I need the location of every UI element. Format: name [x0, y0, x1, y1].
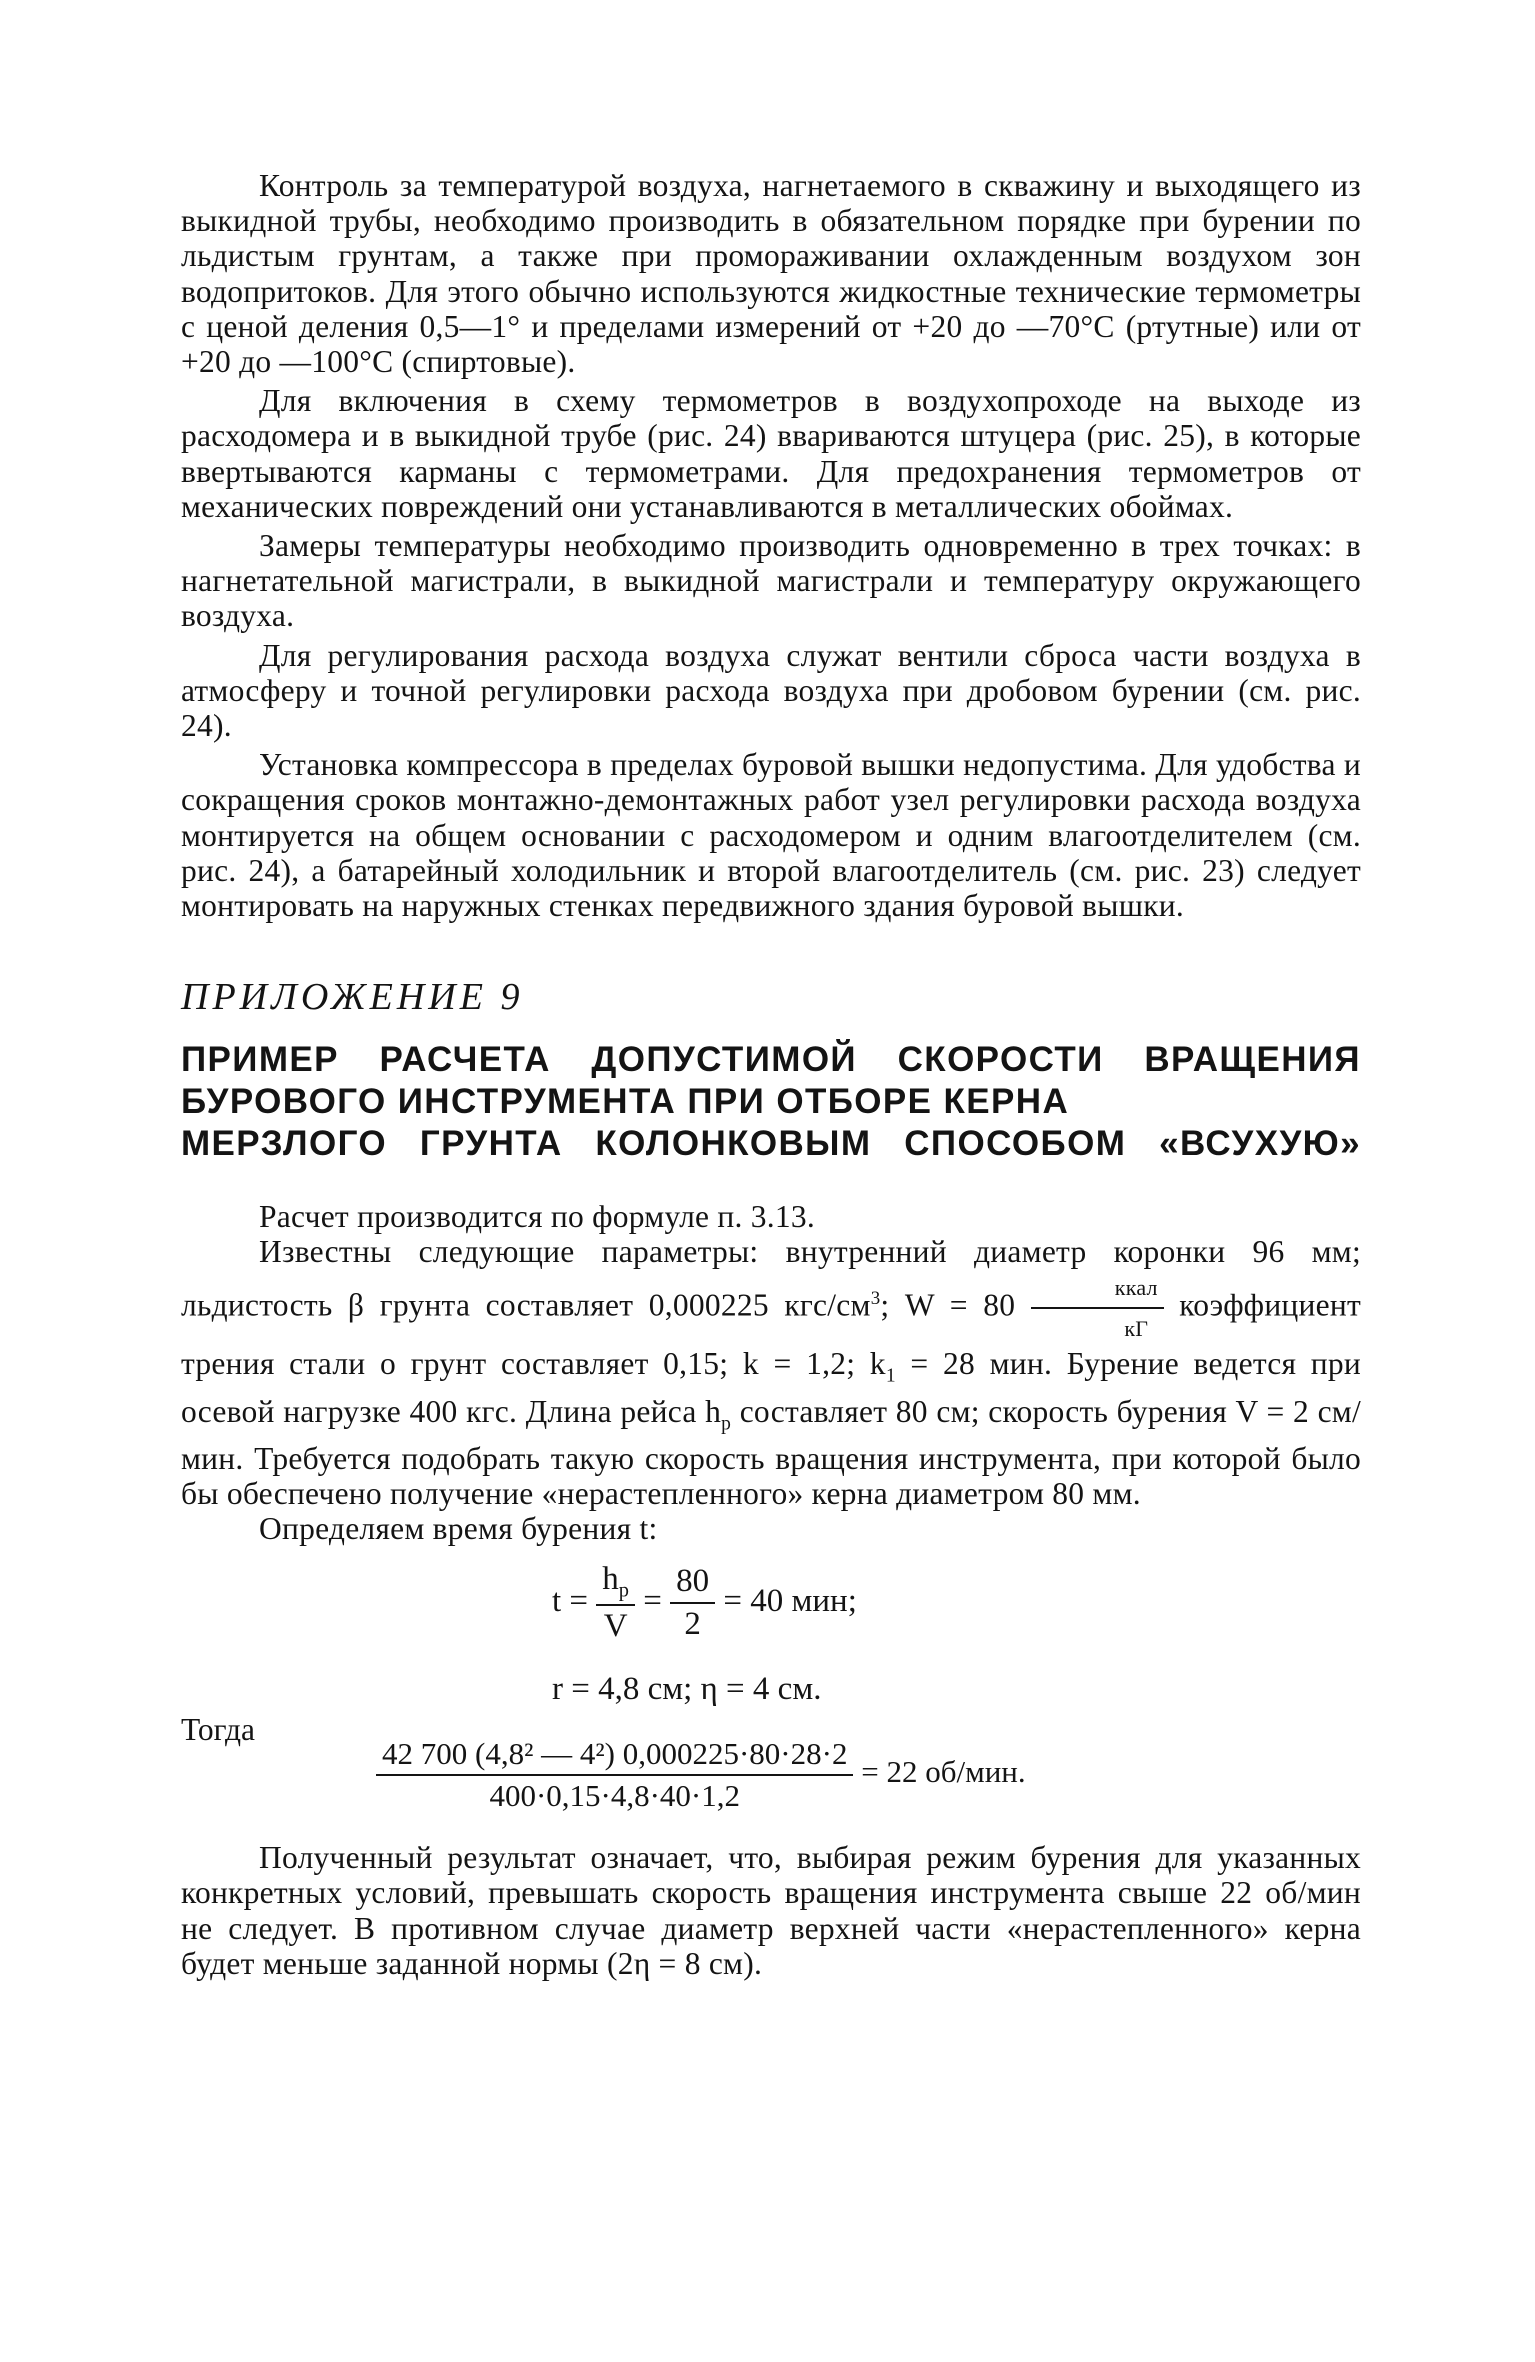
paragraph-known-parameters: Известны следующие параметры: внутренний диаметр коронки 96 мм; льдистость β грунта составляет 0,000225 кгс/$см^3$; W = 80 $\frac{\text{ккал}}{кГ}$ коэффициент трения стали о грунт составляет 0,15; k = 1,2; $k_1 = 28$ мин. Бурение ведется при осевой нагрузке 400 кгс. Длина рейса $h_р$ составляет 80 см; скорость бурения V = 2 см/мин. Требуется подобрать такую скорость вращения инструмента, при которой было бы обеспечено получение «нерастепленного» керна диаметром 80 мм. — [181, 1234, 1362, 1512]
paragraph-measurement-points: Замеры температуры необходимо производить одновременно в трех точках: в нагнетательной магистрали, в выкидной магистрали и температуру окружающего воздуха. — [181, 528, 1361, 634]
formula-drilling-time: t = $\frac{h_р}{V}$ = $\frac{80}{2}$ = 40 мин; — [552, 1560, 857, 1645]
document-page — [181, 168, 1361, 1981]
then-label: Тогда — [181, 1712, 255, 1748]
appendix-title-line-3: МЕРЗЛОГО ГРУНТА КОЛОНКОВЫМ СПОСОБОМ «ВСУХУЮ» — [181, 1124, 1361, 1164]
paragraph-air-regulation: Для регулирования расхода воздуха служат вентили сброса части воздуха в атмосферу и точной регулировки расхода воздуха при дробовом бурении (см. рис. 24). — [181, 637, 1361, 744]
fraction-80-over-2: $\frac{80}{2}$ — [670, 1563, 715, 1643]
fraction-h-over-v: $\frac{h_р}{V}$ — [596, 1561, 635, 1646]
paragraph-formula-reference: Расчет производится по формуле п. 3.13. — [259, 1199, 816, 1235]
paragraph-temperature-control: Контроль за температурой воздуха, нагнетаемого в скважину и выходящего из выкидной трубы, необходимо производить в обязательном порядке при бурении по льдистым грунтам, а также при промораживании охлажденным воздухом зон водопритоков. Для этого обычно используются жидкостные технические термометры с ценой деления 0,5—1° и пределами измерений от +20 до —70°С (ртутные) или от +20 до —100°С (спиртовые). — [181, 168, 1361, 380]
unit-fraction: $\frac{\text{ккал}}{кГ}$ — [1031, 1270, 1164, 1346]
appendix-title-line-1: ПРИМЕР РАСЧЕТА ДОПУСТИМОЙ СКОРОСТИ ВРАЩЕНИЯ — [181, 1040, 1361, 1080]
formula-radius-values: r = 4,8 см; η = 4 см. — [552, 1671, 822, 1708]
appendix-title — [181, 1039, 1361, 1165]
paragraph-thermometer-installation: Для включения в схему термометров в воздухопроходе на выходе из расходомера и в выкидной трубе (рис. 24) ввариваются штуцера (рис. 25), в которые ввертываются карманы с термометрами. Для предохранения термометров от механических повреждений они устанавливаются в металлических обоймах. — [181, 383, 1361, 524]
fraction-rotation-speed: $\frac{\text{42 700 (4,8² — 4²) 0,000225·80·28·2}}{400\cdot 0,15\cdot 4,8\cdot 40\cdot 1,2}$ — [376, 1736, 853, 1814]
appendix-title-line-2: БУРОВОГО ИНСТРУМЕНТА ПРИ ОТБОРЕ КЕРНА — [181, 1082, 1070, 1122]
paragraph-drilling-time: Определяем время бурения t: — [259, 1511, 658, 1547]
paragraph-result: Полученный результат означает, что, выбирая режим бурения для указанных конкретных условий, превышать скорость вращения инструмента свыше 22 об/мин не следует. В противном случае диаметр верхней части «нерастепленного» керна будет меньше заданной нормы (2η = 8 см). — [181, 1840, 1361, 1981]
appendix-label: ПРИЛОЖЕНИЕ 9 — [181, 976, 524, 1019]
formula-rotation-speed: $\frac{\text{42 700 (4,8² — 4²) 0,000225·80·28·2}}{400\cdot 0,15\cdot 4,8\cdot 40\cdot 1,2}$ = 22 об/мин. — [376, 1736, 1361, 1814]
paragraph-compressor-installation: Установка компрессора в пределах буровой вышки недопустима. Для удобства и сокращения сроков монтажно-демонтажных работ узел регулировки расхода воздуха монтируется на общем основании с расходомером и одним влагоотделителем (см. рис. 24), а батарейный холодильник и второй влагоотделитель (см. рис. 23) следует монтировать на наружных стенках передвижного здания буровой вышки. — [181, 747, 1361, 924]
